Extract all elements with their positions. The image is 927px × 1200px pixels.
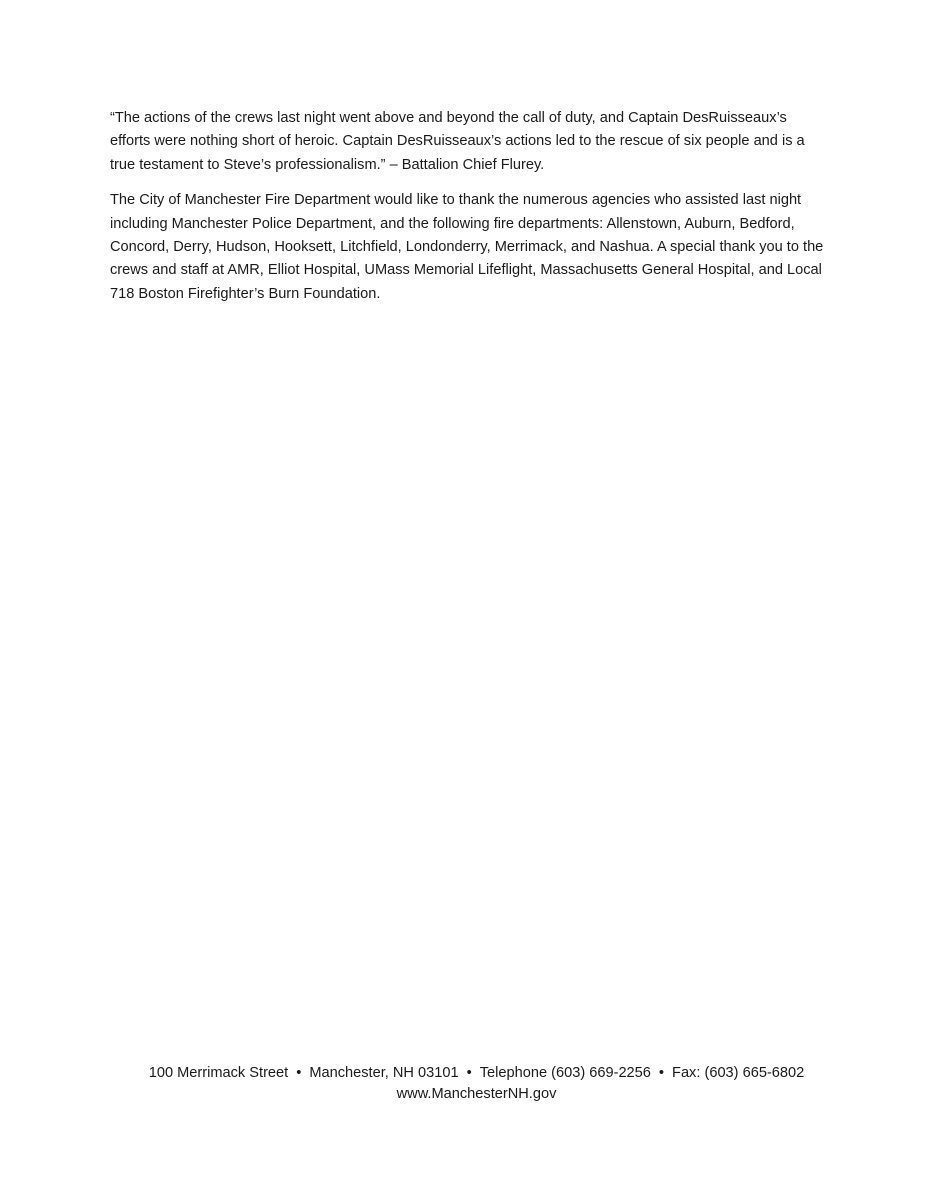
body-text — [110, 107, 830, 318]
footer-website-link[interactable]: www.ManchesterNH.gov — [396, 1086, 557, 1102]
footer-bullet: • — [466, 1065, 472, 1081]
footer-city: Manchester, NH 03101 — [309, 1065, 459, 1081]
footer-bullet: • — [296, 1065, 302, 1081]
footer-contact-line — [120, 1063, 833, 1084]
footer-fax: Fax: (603) 665-6802 — [672, 1065, 805, 1081]
thanks-paragraph: The City of Manchester Fire Department would like to thank the numerous agencies who assisted last night including Manchester Police Department, and the following fire departments: Allenstown, Auburn, Bedford, Concord, Derry, Hudson, Hooksett, Litchfield, Londonderry, Merrimack, and Nashua. A special thank you to the crews and staff at AMR, Elliot Hospital, UMass Memorial Lifeflight, Massachusetts General Hospital, and Local 718 Boston Firefighter’s Burn Foundation. — [110, 192, 824, 302]
footer-address: 100 Merrimack Street — [148, 1065, 289, 1081]
footer-bullet: • — [658, 1065, 665, 1081]
footer-telephone: Telephone (603) 669-2256 — [479, 1065, 651, 1081]
quote-paragraph: “The actions of the crews last night went above and beyond the call of duty, and Captain DesRuisseaux’s efforts were nothing short of heroic. Captain DesRuisseaux’s actions led to the rescue of six people and is a true testament to Steve’s professionalism.” – Battalion Chief Flurey. — [110, 110, 805, 173]
page-footer — [120, 1063, 833, 1105]
